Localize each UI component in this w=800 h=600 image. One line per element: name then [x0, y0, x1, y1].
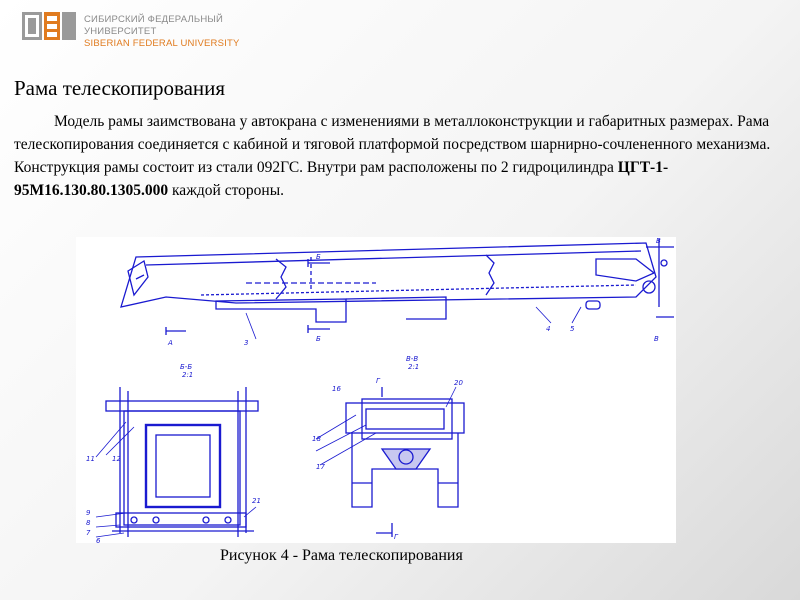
label-section-vv: В-В: [406, 355, 419, 363]
frame-drawing-svg: [76, 237, 676, 543]
technical-drawing: [76, 237, 676, 543]
section-vv-view: [316, 387, 464, 537]
label-section-bb: Б-Б: [180, 363, 193, 371]
label-scale-bb: 2:1: [182, 371, 194, 379]
paragraph-end: каждой стороны.: [168, 182, 284, 199]
university-name-ru: СИБИРСКИЙ ФЕДЕРАЛЬНЫЙ УНИВЕРСИТЕТ: [84, 14, 224, 37]
frame-side-view: [121, 239, 674, 339]
sfu-logo-icon: [22, 10, 78, 42]
label-v: В: [654, 335, 659, 343]
figure-caption: Рисунок 4 - Рама телескопирования: [220, 547, 463, 564]
label-21: 21: [252, 497, 261, 505]
label-b-top: Б: [316, 253, 321, 261]
label-g-bottom: Г: [394, 533, 398, 541]
label-b: Б: [316, 335, 321, 343]
label-20: 20: [454, 379, 463, 387]
label-v-top: В: [656, 237, 661, 245]
label-5: 5: [570, 325, 575, 333]
label-18: 18: [312, 435, 321, 443]
paragraph-text: Модель рамы заимствована у автокрана с изменениями в металлоконструкции и габаритных размерах. Рама телескопирования соединяется с кабиной и тяговой платформой посредством шарнирно-сочлененного механизма. Конструкция рамы состоит из стали 092ГС. Внутри рам расположены по 2 гидроцилиндра: [14, 113, 771, 176]
label-16: 16: [332, 385, 341, 393]
label-6: 6: [96, 537, 101, 543]
university-logo: [22, 10, 262, 49]
label-3: 3: [244, 339, 249, 347]
label-a: А: [168, 339, 173, 347]
label-g: Г: [376, 377, 380, 385]
university-name-en: SIBERIAN FEDERAL UNIVERSITY: [84, 38, 240, 49]
label-4: 4: [546, 325, 551, 333]
label-scale-vv: 2:1: [408, 363, 420, 371]
label-7: 7: [86, 529, 91, 537]
cylinder-designation: ЦГТ-1-95М16.130.80.1305.000: [14, 159, 669, 199]
label-8: 8: [86, 519, 91, 527]
slide-title: Рама телескопирования: [14, 76, 226, 100]
slide-paragraph: [14, 110, 784, 202]
label-11: 11: [86, 455, 95, 463]
label-9: 9: [86, 509, 91, 517]
label-12: 12: [112, 455, 121, 463]
label-17: 17: [316, 463, 325, 471]
